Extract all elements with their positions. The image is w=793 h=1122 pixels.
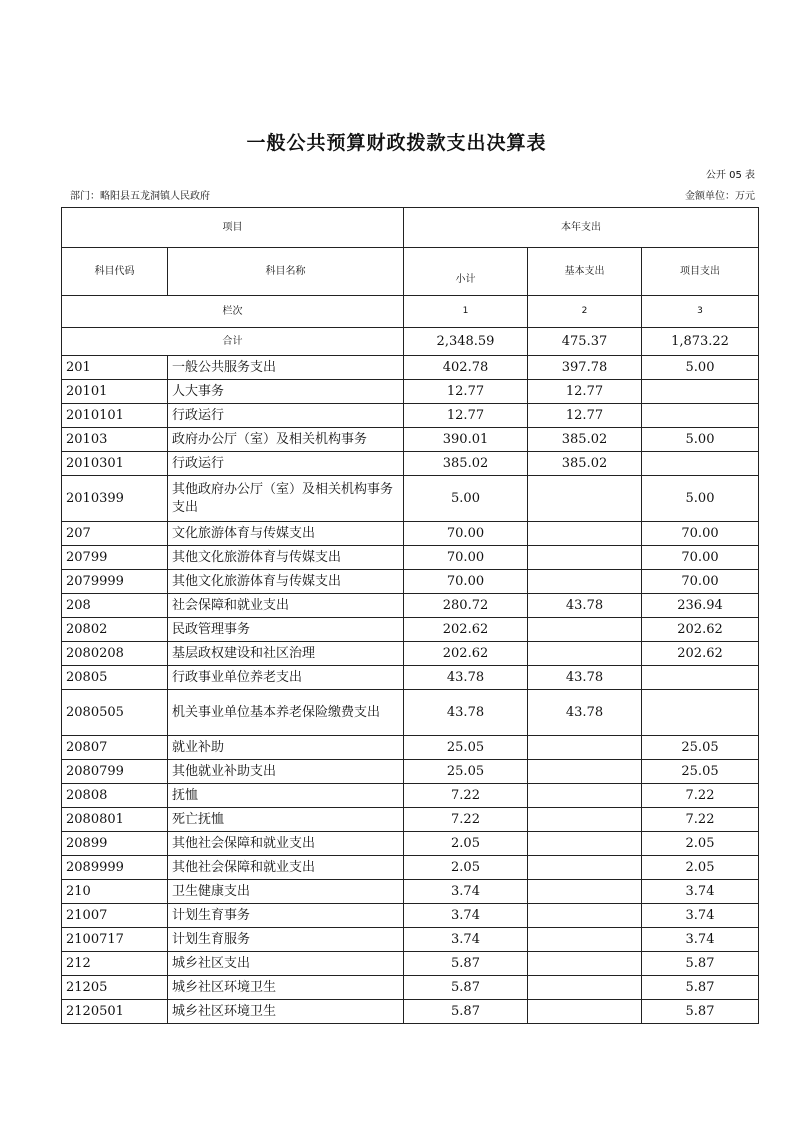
cell-code: 2079999 bbox=[62, 570, 168, 594]
cell-subtotal: 70.00 bbox=[404, 522, 528, 546]
cell-subtotal: 385.02 bbox=[404, 452, 528, 476]
cell-subtotal: 5.00 bbox=[404, 476, 528, 522]
cell-code: 2010399 bbox=[62, 476, 168, 522]
cell-subtotal: 25.05 bbox=[404, 760, 528, 784]
header-code: 科目代码 bbox=[62, 248, 168, 296]
cell-subtotal: 280.72 bbox=[404, 594, 528, 618]
cell-subtotal: 25.05 bbox=[404, 736, 528, 760]
table-row bbox=[62, 642, 759, 666]
cell-code: 2100717 bbox=[62, 928, 168, 952]
cell-name: 其他文化旅游体育与传媒支出 bbox=[168, 570, 404, 594]
cell-subtotal: 7.22 bbox=[404, 808, 528, 832]
cell-project bbox=[642, 380, 759, 404]
cell-code: 20805 bbox=[62, 666, 168, 690]
cell-code: 2010301 bbox=[62, 452, 168, 476]
cell-subtotal: 5.87 bbox=[404, 952, 528, 976]
cell-basic bbox=[528, 808, 642, 832]
table-row bbox=[62, 880, 759, 904]
header-col-1: 1 bbox=[404, 296, 528, 328]
header-column-no: 栏次 bbox=[62, 296, 404, 328]
cell-subtotal: 390.01 bbox=[404, 428, 528, 452]
total-basic: 475.37 bbox=[528, 328, 642, 356]
cell-code: 210 bbox=[62, 880, 168, 904]
table-row bbox=[62, 760, 759, 784]
cell-project: 202.62 bbox=[642, 642, 759, 666]
total-subtotal: 2,348.59 bbox=[404, 328, 528, 356]
cell-name: 人大事务 bbox=[168, 380, 404, 404]
cell-name: 计划生育服务 bbox=[168, 928, 404, 952]
cell-name: 行政事业单位养老支出 bbox=[168, 666, 404, 690]
cell-basic bbox=[528, 976, 642, 1000]
header-project: 项目 bbox=[62, 208, 404, 248]
cell-project: 70.00 bbox=[642, 546, 759, 570]
table-row bbox=[62, 356, 759, 380]
cell-project: 5.87 bbox=[642, 976, 759, 1000]
department-label: 部门：略阳县五龙洞镇人民政府 bbox=[70, 191, 210, 202]
header-row-2 bbox=[62, 248, 759, 296]
cell-name: 行政运行 bbox=[168, 404, 404, 428]
cell-name: 计划生育事务 bbox=[168, 904, 404, 928]
cell-name: 城乡社区环境卫生 bbox=[168, 976, 404, 1000]
cell-subtotal: 2.05 bbox=[404, 856, 528, 880]
page-title: 一般公共预算财政拨款支出决算表 bbox=[246, 132, 547, 154]
cell-code: 20802 bbox=[62, 618, 168, 642]
cell-name: 卫生健康支出 bbox=[168, 880, 404, 904]
header-name: 科目名称 bbox=[168, 248, 404, 296]
cell-project: 2.05 bbox=[642, 832, 759, 856]
cell-code: 20101 bbox=[62, 380, 168, 404]
cell-project: 5.00 bbox=[642, 428, 759, 452]
cell-project: 7.22 bbox=[642, 808, 759, 832]
cell-project: 5.87 bbox=[642, 952, 759, 976]
cell-subtotal: 12.77 bbox=[404, 380, 528, 404]
cell-subtotal: 7.22 bbox=[404, 784, 528, 808]
cell-name: 基层政权建设和社区治理 bbox=[168, 642, 404, 666]
cell-project: 3.74 bbox=[642, 928, 759, 952]
cell-name: 城乡社区支出 bbox=[168, 952, 404, 976]
table-row bbox=[62, 594, 759, 618]
table-row bbox=[62, 546, 759, 570]
cell-code: 2120501 bbox=[62, 1000, 168, 1024]
cell-subtotal: 2.05 bbox=[404, 832, 528, 856]
header-project-exp: 项目支出 bbox=[642, 248, 759, 296]
cell-project: 2.05 bbox=[642, 856, 759, 880]
table-row bbox=[62, 690, 759, 736]
table-row bbox=[62, 808, 759, 832]
cell-name: 就业补助 bbox=[168, 736, 404, 760]
table-row bbox=[62, 570, 759, 594]
cell-project: 3.74 bbox=[642, 880, 759, 904]
cell-name: 文化旅游体育与传媒支出 bbox=[168, 522, 404, 546]
cell-code: 20799 bbox=[62, 546, 168, 570]
cell-name: 其他社会保障和就业支出 bbox=[168, 832, 404, 856]
cell-project: 70.00 bbox=[642, 522, 759, 546]
cell-subtotal: 70.00 bbox=[404, 570, 528, 594]
table-row bbox=[62, 452, 759, 476]
cell-basic bbox=[528, 952, 642, 976]
table-row bbox=[62, 976, 759, 1000]
cell-basic bbox=[528, 784, 642, 808]
cell-code: 207 bbox=[62, 522, 168, 546]
header-col-3: 3 bbox=[642, 296, 759, 328]
cell-code: 20807 bbox=[62, 736, 168, 760]
cell-project bbox=[642, 404, 759, 428]
cell-name: 其他文化旅游体育与传媒支出 bbox=[168, 546, 404, 570]
header-current-year: 本年支出 bbox=[404, 208, 759, 248]
cell-subtotal: 5.87 bbox=[404, 1000, 528, 1024]
cell-basic bbox=[528, 856, 642, 880]
cell-subtotal: 43.78 bbox=[404, 666, 528, 690]
cell-code: 2010101 bbox=[62, 404, 168, 428]
table-row bbox=[62, 380, 759, 404]
cell-basic bbox=[528, 832, 642, 856]
header-row-3 bbox=[62, 296, 759, 328]
cell-project: 70.00 bbox=[642, 570, 759, 594]
cell-project bbox=[642, 690, 759, 736]
cell-name: 政府办公厅（室）及相关机构事务 bbox=[168, 428, 404, 452]
cell-subtotal: 402.78 bbox=[404, 356, 528, 380]
cell-subtotal: 70.00 bbox=[404, 546, 528, 570]
expenditure-table bbox=[61, 207, 759, 1024]
cell-basic bbox=[528, 1000, 642, 1024]
cell-subtotal: 12.77 bbox=[404, 404, 528, 428]
cell-basic bbox=[528, 642, 642, 666]
cell-code: 20103 bbox=[62, 428, 168, 452]
cell-code: 201 bbox=[62, 356, 168, 380]
total-label: 合计 bbox=[62, 328, 404, 356]
table-row bbox=[62, 952, 759, 976]
cell-code: 20808 bbox=[62, 784, 168, 808]
cell-name: 机关事业单位基本养老保险缴费支出 bbox=[168, 690, 404, 736]
cell-subtotal: 3.74 bbox=[404, 880, 528, 904]
cell-code: 208 bbox=[62, 594, 168, 618]
header-basic: 基本支出 bbox=[528, 248, 642, 296]
cell-name: 一般公共服务支出 bbox=[168, 356, 404, 380]
cell-basic: 43.78 bbox=[528, 666, 642, 690]
total-row bbox=[62, 328, 759, 356]
cell-subtotal: 5.87 bbox=[404, 976, 528, 1000]
cell-project bbox=[642, 452, 759, 476]
table-row bbox=[62, 618, 759, 642]
amount-unit-label: 金额单位：万元 bbox=[685, 191, 755, 202]
table-row bbox=[62, 928, 759, 952]
form-number: 公开 05 表 bbox=[705, 170, 755, 181]
cell-code: 21007 bbox=[62, 904, 168, 928]
cell-basic bbox=[528, 736, 642, 760]
cell-basic bbox=[528, 546, 642, 570]
table-row bbox=[62, 1000, 759, 1024]
cell-project: 3.74 bbox=[642, 904, 759, 928]
cell-project: 7.22 bbox=[642, 784, 759, 808]
cell-project: 5.00 bbox=[642, 356, 759, 380]
table-row bbox=[62, 428, 759, 452]
cell-basic bbox=[528, 880, 642, 904]
table-row bbox=[62, 784, 759, 808]
cell-code: 21205 bbox=[62, 976, 168, 1000]
cell-code: 2089999 bbox=[62, 856, 168, 880]
cell-name: 其他就业补助支出 bbox=[168, 760, 404, 784]
cell-basic: 385.02 bbox=[528, 452, 642, 476]
cell-project bbox=[642, 666, 759, 690]
header-subtotal: 小计 bbox=[404, 248, 528, 296]
cell-basic bbox=[528, 618, 642, 642]
cell-basic bbox=[528, 904, 642, 928]
cell-project: 5.87 bbox=[642, 1000, 759, 1024]
table-row bbox=[62, 832, 759, 856]
table-row bbox=[62, 736, 759, 760]
cell-basic bbox=[528, 570, 642, 594]
table-row bbox=[62, 522, 759, 546]
cell-basic bbox=[528, 476, 642, 522]
table-row bbox=[62, 904, 759, 928]
cell-basic: 385.02 bbox=[528, 428, 642, 452]
cell-code: 20899 bbox=[62, 832, 168, 856]
cell-name: 其他政府办公厅（室）及相关机构事务支出 bbox=[168, 476, 404, 522]
cell-name: 抚恤 bbox=[168, 784, 404, 808]
cell-basic: 43.78 bbox=[528, 690, 642, 736]
cell-basic bbox=[528, 522, 642, 546]
cell-project: 25.05 bbox=[642, 736, 759, 760]
cell-project: 5.00 bbox=[642, 476, 759, 522]
cell-basic bbox=[528, 760, 642, 784]
cell-name: 死亡抚恤 bbox=[168, 808, 404, 832]
cell-name: 城乡社区环境卫生 bbox=[168, 1000, 404, 1024]
table-row bbox=[62, 666, 759, 690]
cell-subtotal: 202.62 bbox=[404, 642, 528, 666]
table-row bbox=[62, 476, 759, 522]
total-project: 1,873.22 bbox=[642, 328, 759, 356]
cell-subtotal: 3.74 bbox=[404, 928, 528, 952]
cell-subtotal: 3.74 bbox=[404, 904, 528, 928]
header-col-2: 2 bbox=[528, 296, 642, 328]
cell-basic: 12.77 bbox=[528, 380, 642, 404]
cell-basic: 12.77 bbox=[528, 404, 642, 428]
cell-basic bbox=[528, 928, 642, 952]
cell-project: 25.05 bbox=[642, 760, 759, 784]
cell-project: 202.62 bbox=[642, 618, 759, 642]
cell-code: 2080208 bbox=[62, 642, 168, 666]
cell-subtotal: 43.78 bbox=[404, 690, 528, 736]
header-row-1 bbox=[62, 208, 759, 248]
cell-name: 社会保障和就业支出 bbox=[168, 594, 404, 618]
cell-subtotal: 202.62 bbox=[404, 618, 528, 642]
cell-basic: 397.78 bbox=[528, 356, 642, 380]
cell-code: 2080799 bbox=[62, 760, 168, 784]
cell-code: 2080801 bbox=[62, 808, 168, 832]
table-row bbox=[62, 856, 759, 880]
table-row bbox=[62, 404, 759, 428]
cell-name: 民政管理事务 bbox=[168, 618, 404, 642]
cell-code: 2080505 bbox=[62, 690, 168, 736]
cell-name: 行政运行 bbox=[168, 452, 404, 476]
cell-project: 236.94 bbox=[642, 594, 759, 618]
cell-name: 其他社会保障和就业支出 bbox=[168, 856, 404, 880]
cell-basic: 43.78 bbox=[528, 594, 642, 618]
cell-code: 212 bbox=[62, 952, 168, 976]
